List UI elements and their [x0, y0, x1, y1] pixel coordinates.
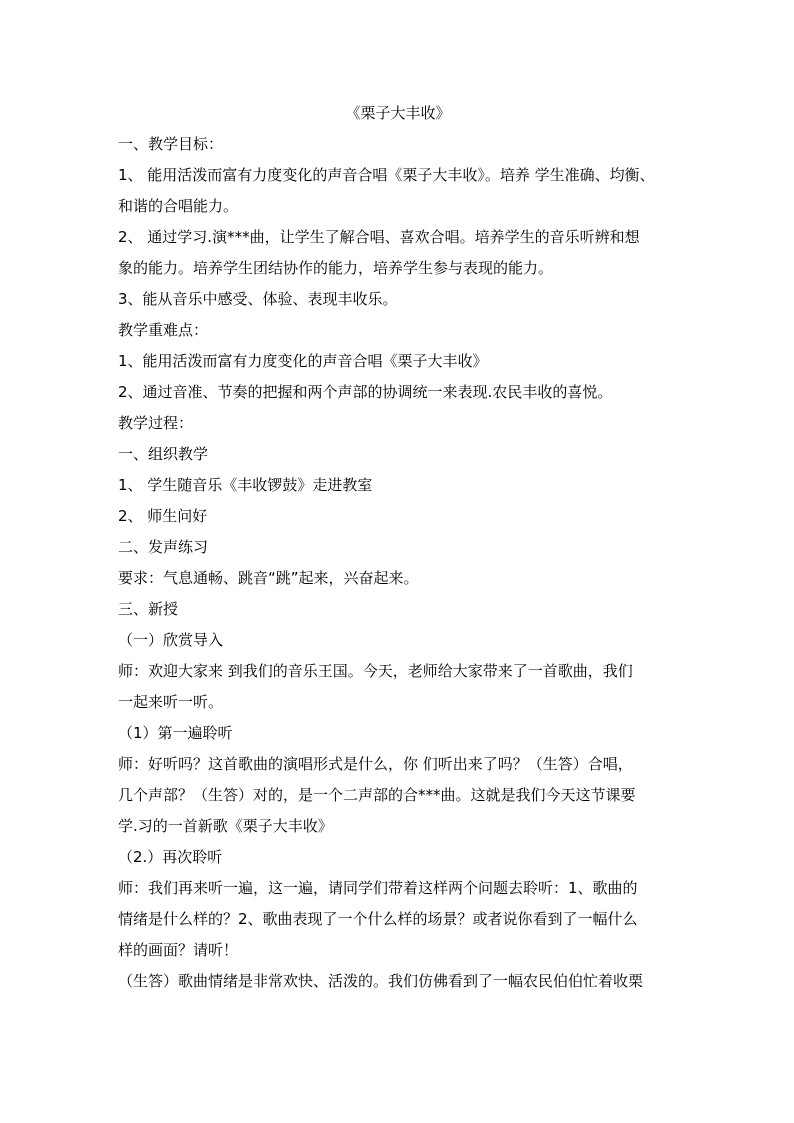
paragraph-line: 样的画面？请听！ [118, 941, 239, 959]
paragraph-line: 一起来听一听。 [118, 693, 224, 711]
section-heading: 教学过程： [118, 414, 194, 432]
section-heading: 一、教学目标： [118, 135, 224, 153]
paragraph-line: 师：我们再来听一遍，这一遍，请同学们带着这样两个问题去聆听：1、歌曲的 [118, 879, 638, 897]
paragraph-line: 3、能从音乐中感受、体验、表现丰收乐。 [118, 290, 398, 308]
document-body [118, 98, 678, 997]
paragraph-line: 2、通过音准、节奏的把握和两个声部的协调统一来表现.农民丰收的喜悦。 [118, 383, 613, 401]
paragraph-line: 情绪是什么样的？2、歌曲表现了一个什么样的场景？或者说你看到了一幅什么 [118, 910, 638, 928]
paragraph-line: 1、 学生随音乐《丰收锣鼓》走进教室 [118, 476, 373, 494]
paragraph-line: 几个声部？（生答）对的，是一个二声部的合***曲。这就是我们今天这节课要 [118, 786, 636, 804]
section-heading: 二、发声练习 [118, 538, 209, 556]
subsection-heading: （1）第一遍聆听 [118, 724, 233, 742]
paragraph-line: 学.习的一首新歌《栗子大丰收》 [118, 817, 333, 835]
section-heading: 一、组织教学 [118, 445, 209, 463]
paragraph-line: 和谐的合唱能力。 [118, 197, 239, 215]
paragraph-line: 要求：气息通畅、跳音“跳”起来，兴奋起来。 [118, 569, 419, 587]
subsection-heading: （一）欣赏导入 [118, 631, 224, 649]
paragraph-line: 师：好听吗？这首歌曲的演唱形式是什么，你 们听出来了吗？（生答）合唱， [118, 755, 633, 773]
paragraph-line: 1、能用活泼而富有力度变化的声音合唱《栗子大丰收》 [118, 352, 488, 370]
paragraph-line: （生答）歌曲情绪是非常欢快、活泼的。我们仿佛看到了一幅农民伯伯忙着收栗 [118, 972, 644, 990]
section-heading: 教学重难点： [118, 321, 209, 339]
paragraph-line: 象的能力。培养学生团结协作的能力，培养学生参与表现的能力。 [118, 259, 554, 277]
subsection-heading: （2.）再次聆听 [118, 848, 223, 866]
document-title: 《栗子大丰收》 [345, 104, 451, 122]
section-heading: 三、新授 [118, 600, 179, 618]
paragraph-line: 师：欢迎大家来 到我们的音乐王国。今天，老师给大家带来了一首歌曲，我们 [118, 662, 633, 680]
paragraph-line: 2、 通过学习.演***曲，让学生了解合唱、喜欢合唱。培养学生的音乐听辨和想 [118, 228, 640, 246]
paragraph-line: 1、 能用活泼而富有力度变化的声音合唱《栗子大丰收》。培养 学生准确、均衡、 [118, 166, 655, 184]
paragraph-line: 2、 师生问好 [118, 507, 208, 525]
